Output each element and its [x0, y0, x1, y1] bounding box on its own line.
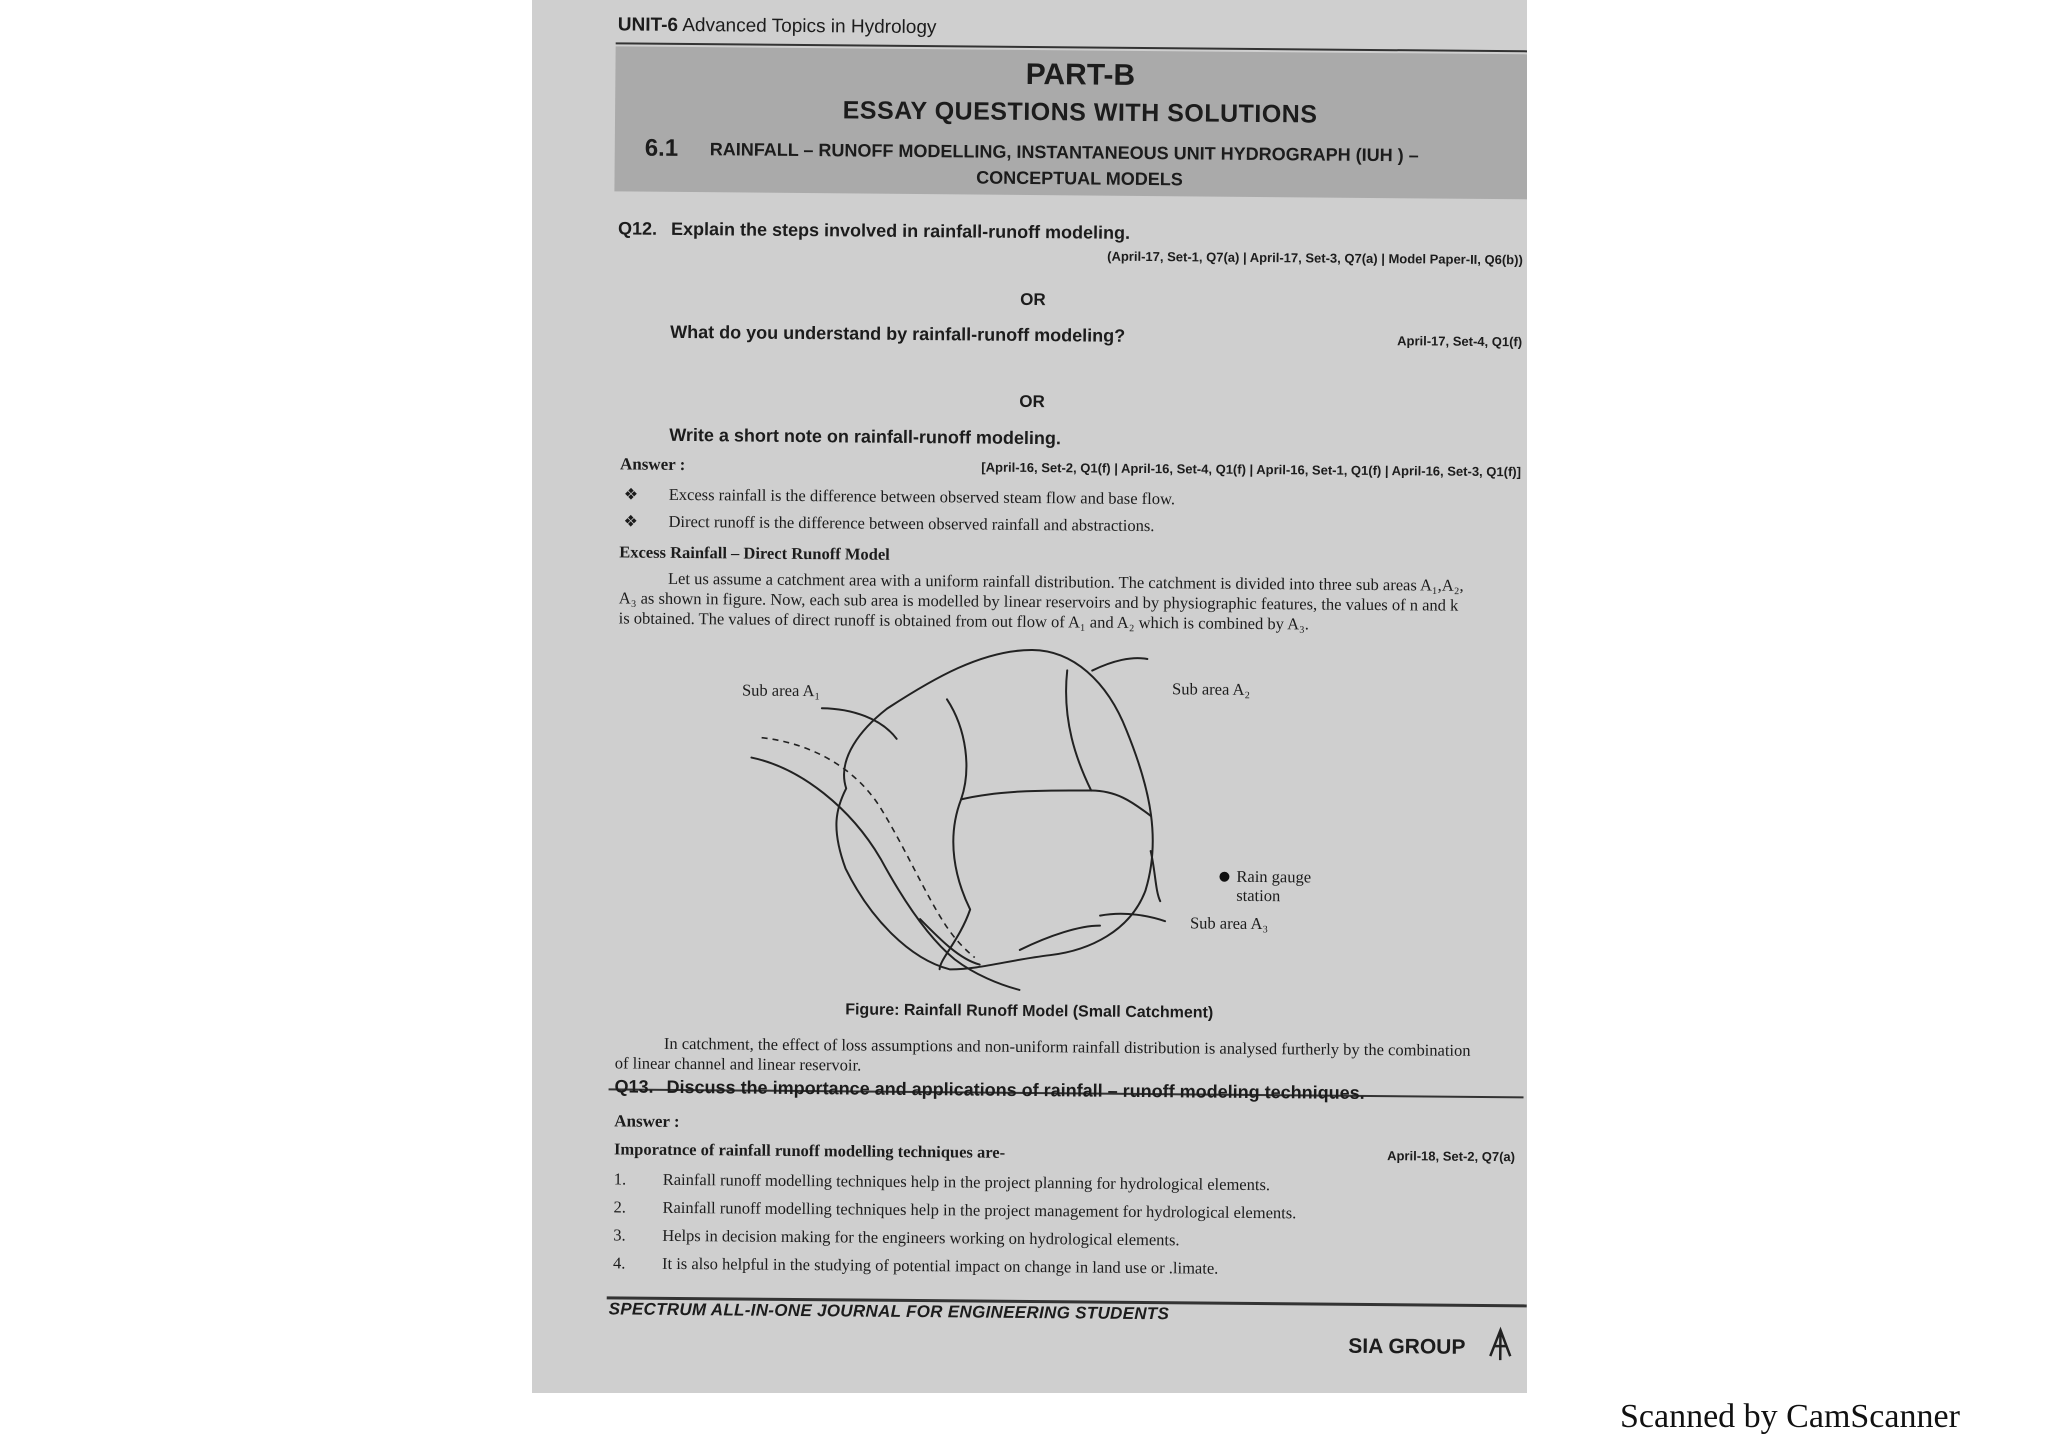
closing-line: In catchment, the effect of loss assumptions and non-uniform rainfall distribution is analysed furtherly by the combination: [663, 1033, 1471, 1060]
label-sub-area-a2: Sub area A₂: [1171, 679, 1251, 699]
flow-path-dashed: [760, 738, 977, 958]
paragraph-line: is obtained. The values of direct runoff is obtained from out flow of A₁ and A₂ which is combined by A₃.: [618, 608, 1310, 634]
q13-answer-label: Answer :: [614, 1111, 680, 1131]
list-number: 2.: [613, 1197, 626, 1217]
sub-area-divide: [961, 789, 1151, 816]
q12-question-3: Write a short note on rainfall-runoff modeling.: [669, 424, 1062, 449]
sub-area-divide: [1065, 670, 1092, 790]
figure-caption: Figure: Rainfall Runoff Model (Small Catchment): [845, 1001, 1214, 1022]
list-item: Rainfall runoff modelling techniques help in the project management for hydrological elements.: [662, 1197, 1297, 1223]
rain-gauge-dot: [1219, 872, 1229, 882]
stream-line: [749, 758, 1021, 990]
section-number: 6.1: [644, 134, 679, 162]
bullet-marker: ❖: [623, 513, 638, 531]
bullet-marker: ❖: [623, 486, 639, 504]
label-rain-gauge-station: Rain gauge station: [1236, 866, 1312, 906]
publisher-logo-icon: [1486, 1326, 1514, 1362]
closing-line: of linear channel and linear reservoir.: [614, 1053, 862, 1075]
catchment-figure: [729, 637, 1332, 1002]
camscanner-watermark: Scanned by CamScanner: [1620, 1398, 1960, 1435]
list-number: 4.: [612, 1253, 626, 1273]
section-title-line2: CONCEPTUAL MODELS: [976, 167, 1183, 190]
section-banner: [614, 46, 1527, 199]
label-sub-area-a1: Sub area A₁: [741, 680, 821, 701]
q13-label: Q13.: [614, 1076, 654, 1097]
list-number: 1.: [613, 1169, 627, 1189]
list-item: It is also helpful in the studying of potential impact on change in land use or .limate.: [661, 1253, 1219, 1278]
bullet-item: Direct runoff is the difference between observed rainfall and abstractions.: [668, 511, 1155, 536]
unit-header: [618, 14, 937, 39]
paragraph-line: A₃ as shown in figure. Now, each sub area is modelled by linear reservoirs and by physiographic features, the values of n and k: [618, 588, 1459, 615]
q12-reference-3: [April-16, Set-2, Q1(f) | April-16, Set-4, Q1(f) | April-16, Set-1, Q1(f) | April-16, Set-3, Q1(f)]: [981, 459, 1522, 480]
q12-reference-2: April-17, Set-4, Q1(f): [1397, 333, 1523, 350]
unit-title: Advanced Topics in Hydrology: [682, 14, 937, 39]
page-content: [532, 0, 1527, 1393]
q13-reference: April-18, Set-2, Q7(a): [1387, 1148, 1516, 1165]
catchment-boundary: [835, 648, 1154, 971]
unit-label: UNIT-6: [617, 14, 679, 36]
list-item: Rainfall runoff modelling techniques help in the project planning for hydrological elements.: [662, 1169, 1271, 1195]
q12-question-2: What do you understand by rainfall-runoff modeling?: [670, 321, 1126, 346]
list-item: Helps in decision making for the engineers working on hydrological elements.: [662, 1225, 1180, 1250]
stream-line: [1150, 851, 1160, 901]
essay-title: ESSAY QUESTIONS WITH SOLUTIONS: [842, 96, 1318, 129]
bullet-item: Excess rainfall is the difference between observed steam flow and base flow.: [668, 484, 1176, 509]
q12-label: Q12.: [617, 218, 658, 239]
q12-answer-label: Answer :: [619, 454, 686, 474]
stream-line: [1100, 914, 1165, 922]
sub-area-divide: [940, 699, 972, 969]
list-number: 3.: [613, 1225, 626, 1245]
q12-or-1: OR: [1020, 289, 1046, 310]
label-sub-area-a3: Sub area A₃: [1189, 913, 1269, 934]
excess-rainfall-subheading: Excess Rainfall – Direct Runoff Model: [619, 542, 890, 564]
section-title-line1: RAINFALL – RUNOFF MODELLING, INSTANTANEOUS UNIT HYDROGRAPH (IUH ) –: [709, 139, 1419, 166]
q12-reference-1: (April-17, Set-1, Q7(a) | April-17, Set-3, Q7(a) | Model Paper-II, Q6(b)): [1107, 248, 1523, 268]
q12-or-2: OR: [1019, 391, 1045, 412]
scanned-page: [532, 0, 1527, 1393]
footer-journal-title: SPECTRUM ALL-IN-ONE JOURNAL FOR ENGINEERING STUDENTS: [608, 1299, 1170, 1324]
stream-line: [1092, 658, 1147, 671]
part-title: PART-B: [1025, 57, 1136, 92]
q12-question-1: Explain the steps involved in rainfall-runoff modeling.: [670, 218, 1131, 243]
footer-publisher: SIA GROUP: [1348, 1334, 1466, 1359]
q13-subheading: Imporatnce of rainfall runoff modelling techniques are-: [613, 1139, 1006, 1162]
stream-line: [822, 708, 897, 739]
paragraph-line: Let us assume a catchment area with a uniform rainfall distribution. The catchment is divided into three sub areas A₁,A₂,: [667, 568, 1464, 595]
q13-question: Discuss the importance and applications of rainfall – runoff modeling techniques.: [666, 1076, 1365, 1103]
stream-line: [920, 919, 980, 965]
